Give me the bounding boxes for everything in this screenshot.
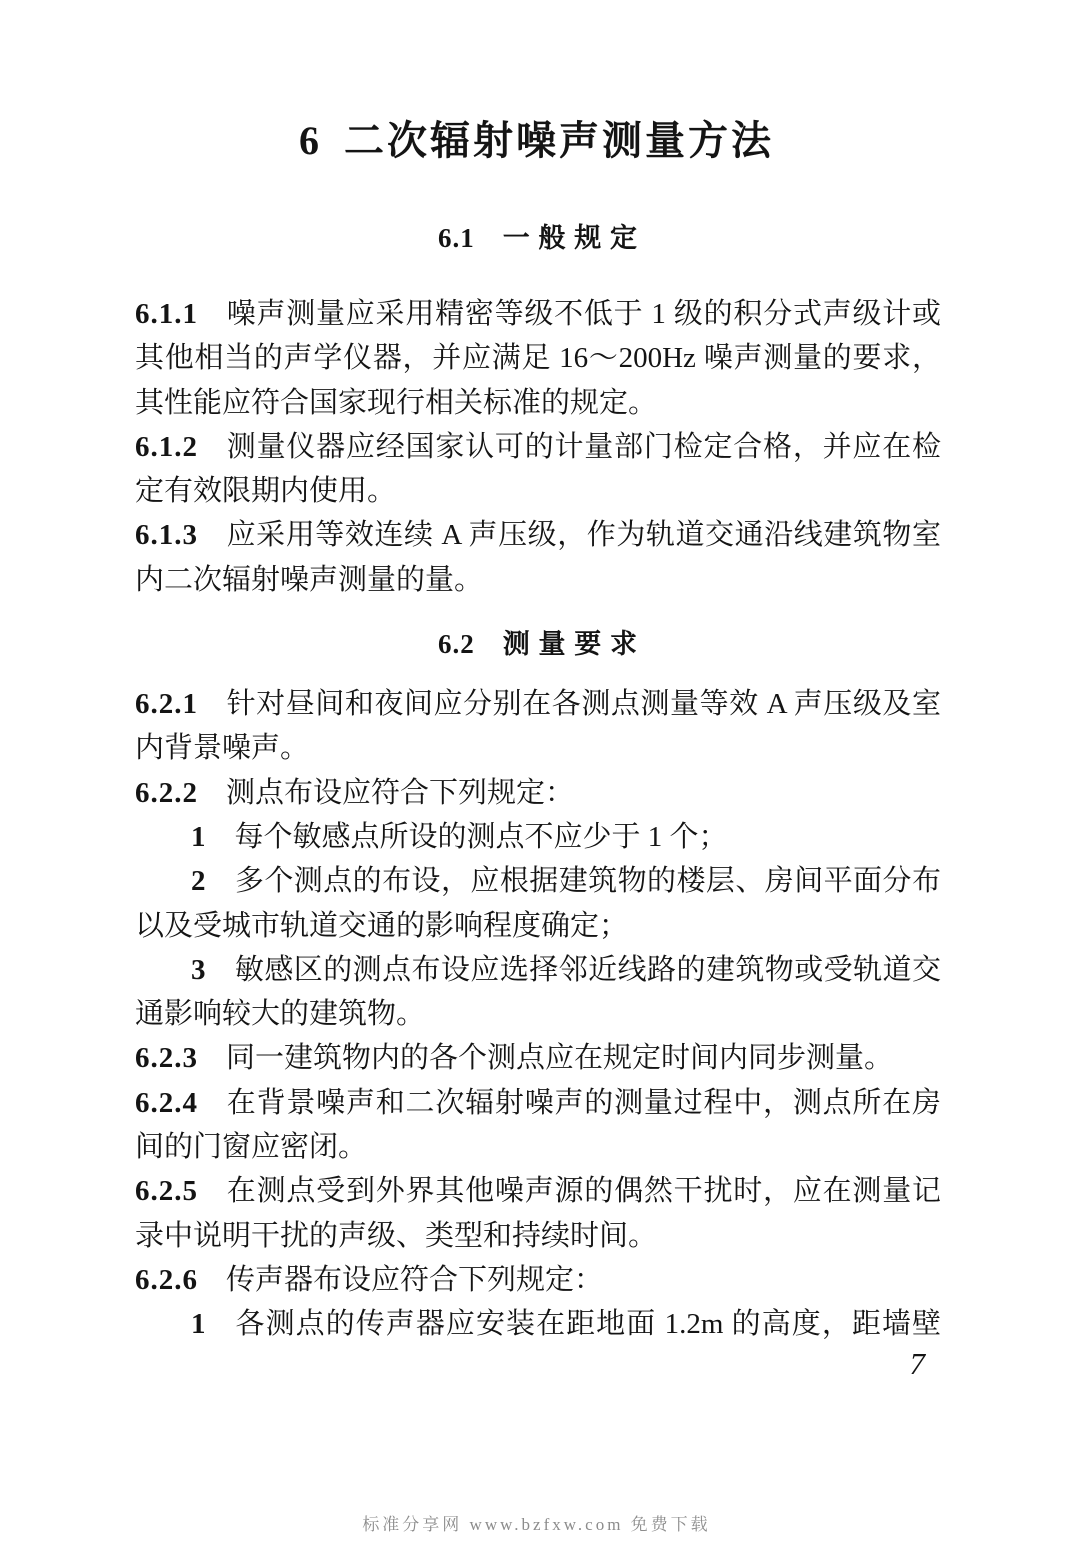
clause-text: 在背景噪声和二次辐射噪声的测量过程中，测点所在房: [226, 1086, 941, 1119]
text-line: 录中说明干扰的声级、类型和持续时间。: [135, 1219, 658, 1252]
clause-6.1.2: [135, 425, 941, 514]
clause-6.2.1: [135, 682, 941, 771]
clause-number: 1: [191, 1308, 207, 1341]
clause-6.2.4: [135, 1081, 941, 1170]
text-line: 间的门窗应密闭。: [135, 1131, 368, 1164]
section-heading: 6.1 一 般 规 定: [438, 223, 638, 253]
clause-text: 敏感区的测点布设应选择邻近线路的建筑物或受轨道交: [234, 953, 941, 986]
chapter-number: 6: [299, 118, 322, 163]
clause-text: 传声器布设应符合下列规定：: [226, 1263, 604, 1296]
clause-text: 针对昼间和夜间应分别在各测点测量等效 A 声压级及室: [226, 688, 941, 721]
chapter-title: [0, 0, 1073, 166]
clause-text: 应采用等效连续 A 声压级，作为轨道交通沿线建筑物室: [226, 519, 941, 552]
document-body: [135, 166, 941, 1347]
text-line: [135, 292, 941, 336]
clause-2: [135, 859, 941, 948]
clause-number: 2: [191, 865, 207, 898]
clause-1: [135, 1302, 941, 1346]
clause-number: 6.2.6: [135, 1263, 198, 1296]
clause-text: 每个敏感点所设的测点不应少于 1 个；: [234, 820, 728, 853]
clause-text: 多个测点的布设，应根据建筑物的楼层、房间平面分布: [234, 865, 941, 898]
clause-number: 6.1.1: [135, 298, 198, 330]
text-line: [135, 1036, 941, 1080]
clause-6.2.2: [135, 771, 941, 815]
clause-3: [135, 948, 941, 1037]
chapter-title-text: 二次辐射噪声测量方法: [344, 118, 774, 163]
clause-1: [135, 815, 941, 859]
clause-number: 6.2.1: [135, 688, 198, 721]
text-line: [135, 513, 941, 557]
text-line: 定有效限期内使用。: [135, 475, 397, 508]
text-line: [135, 425, 941, 469]
clause-text: 各测点的传声器应安装在距地面 1.2m 的高度，距墙壁: [234, 1308, 941, 1341]
clause-6.1.1: [135, 292, 941, 425]
clause-text: 测点布设应符合下列规定：: [226, 776, 575, 809]
clause-number: 6.1.3: [135, 519, 198, 552]
text-line: [135, 859, 941, 903]
text-line: [135, 815, 941, 859]
clause-6.2.6: [135, 1258, 941, 1302]
clause-6.2.5: [135, 1169, 941, 1258]
text-line: [135, 1169, 941, 1213]
text-line: 内背景噪声。: [135, 732, 310, 765]
clause-number: 3: [191, 953, 207, 986]
clause-6.2.3: [135, 1036, 941, 1080]
clause-number: 1: [191, 820, 207, 853]
clause-6.1.3: [135, 513, 941, 602]
text-line: [135, 682, 941, 726]
clause-number: 6.2.3: [135, 1042, 198, 1075]
text-line: 其他相当的声学仪器，并应满足 16～200Hz 噪声测量的要求，: [135, 342, 941, 375]
text-line: [135, 1081, 941, 1125]
text-line: 以及受城市轨道交通的影响程度确定；: [135, 909, 629, 942]
section-heading: 6.2 测 量 要 求: [438, 629, 638, 660]
clause-text: 同一建筑物内的各个测点应在规定时间内同步测量。: [226, 1042, 894, 1075]
clause-text: 测量仪器应经国家认可的计量部门检定合格，并应在检: [226, 430, 941, 463]
footer-watermark: 标准分享网 www.bzfxw.com 免费下载: [362, 1515, 711, 1534]
text-line: 通影响较大的建筑物。: [135, 998, 426, 1031]
clause-number: 6.2.5: [135, 1175, 198, 1208]
clause-number: 6.2.2: [135, 776, 198, 809]
clause-number: 6.2.4: [135, 1086, 198, 1119]
clause-text: 噪声测量应采用精密等级不低于 1 级的积分式声级计或: [226, 298, 941, 330]
clause-number: 6.1.2: [135, 430, 198, 463]
text-line: [135, 948, 941, 992]
text-line: 内二次辐射噪声测量的量。: [135, 563, 484, 596]
text-line: [135, 1302, 941, 1346]
clause-text: 在测点受到外界其他噪声源的偶然干扰时，应在测量记: [226, 1175, 941, 1208]
text-line: [135, 771, 941, 815]
text-line: 其性能应符合国家现行相关标准的规定。: [135, 386, 658, 419]
page-number: 7: [909, 1346, 925, 1381]
text-line: [135, 1258, 941, 1302]
